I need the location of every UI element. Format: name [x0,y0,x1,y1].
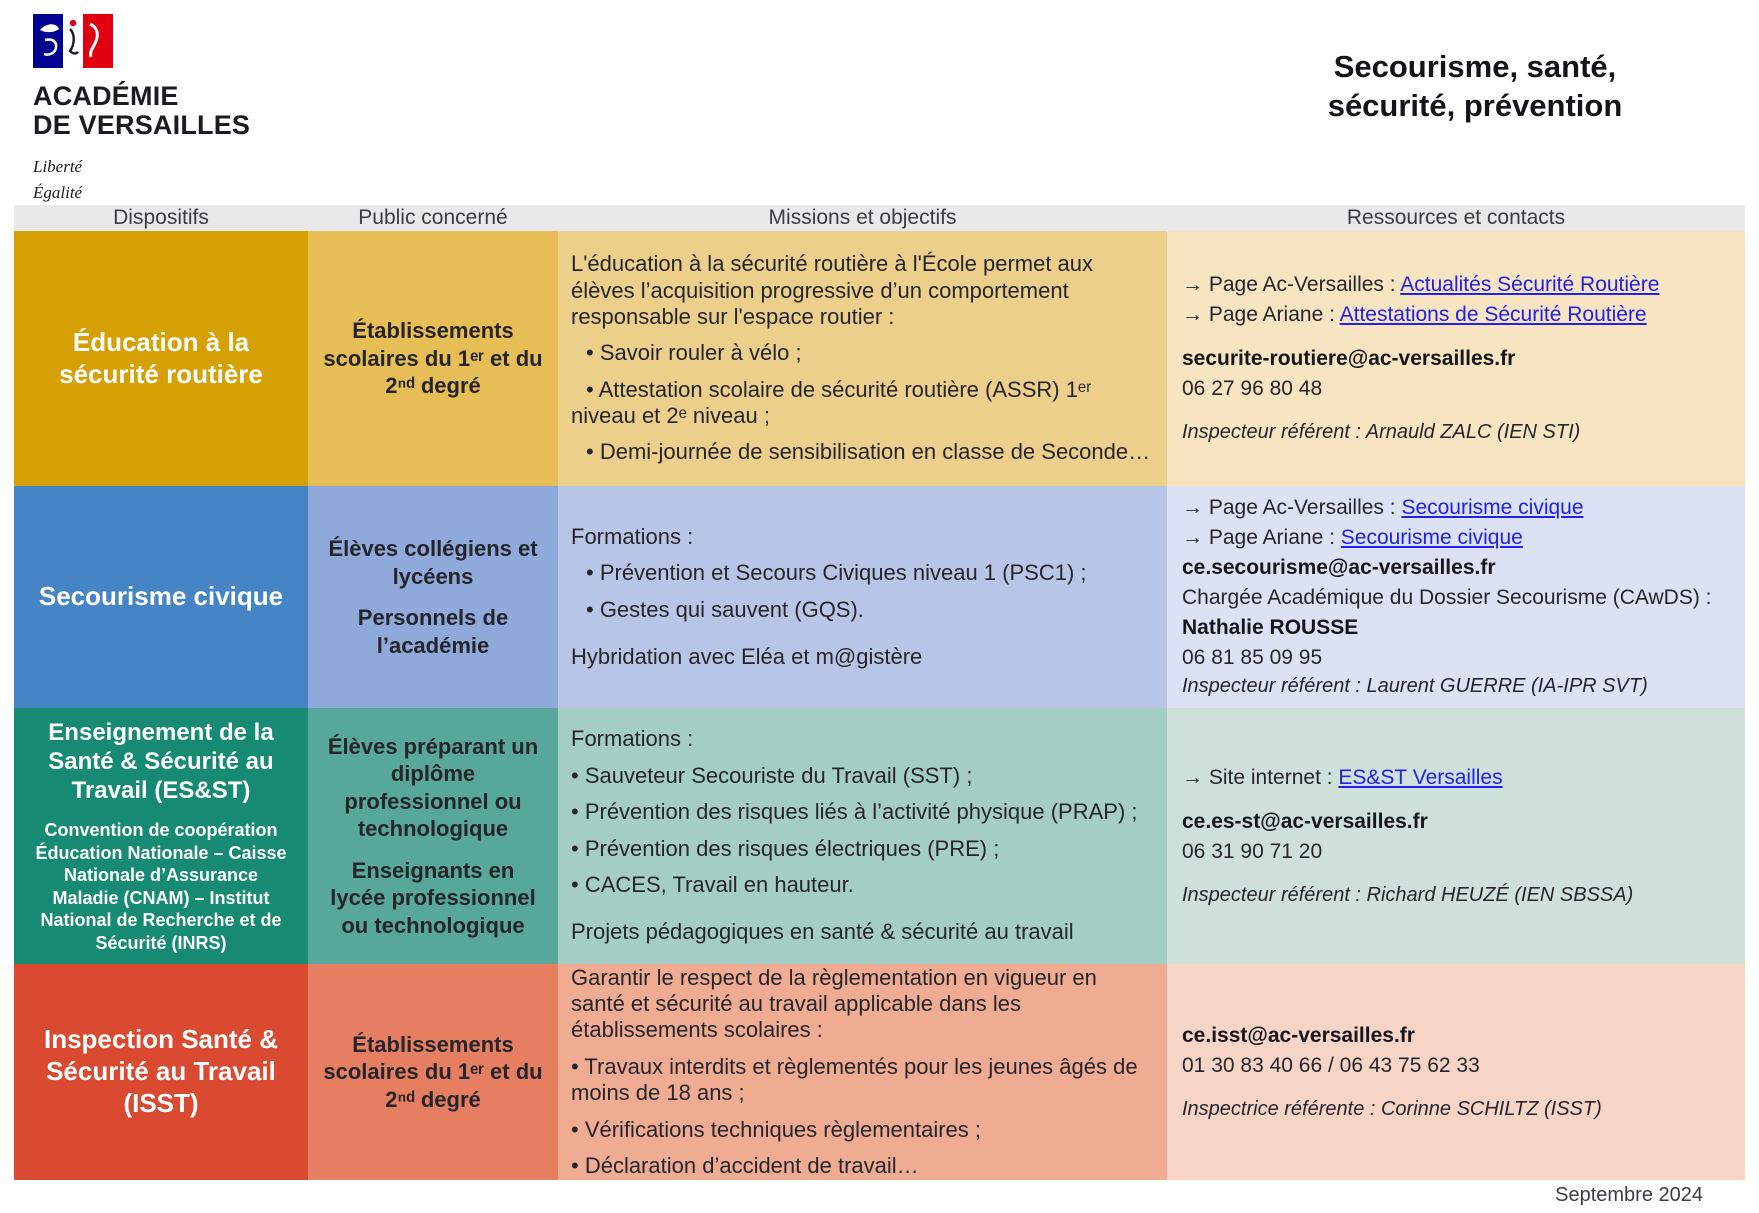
french-flag-marianne-icon [33,14,113,68]
public-item: Établissements scolaires du 1ᵉʳ et du 2ⁿᵈ degré [323,318,543,399]
missions-cell [558,708,1167,964]
dispositif-subtitle: Convention de coopération Éducation Nationale – Caisse Nationale d’Assurance Maladie (CNAM) – Institut National de Recherche et de Sécurité (INRS) [35,820,287,953]
page-title [1255,48,1695,126]
mission-item: • Prévention des risques liés à l’activité physique (PRAP) ; [571,799,1138,825]
inspector-note: Inspectrice référente : Corinne SCHILTZ (ISST) [1182,1097,1602,1120]
contact-email: ce.es-st@ac-versailles.fr [1182,809,1428,833]
public-item: Élèves préparant un diplôme professionnel ou technologique [327,733,539,842]
motto-egalite: Égalité [33,182,83,202]
mission-item: • Gestes qui sauvent (GQS). [586,596,864,622]
contact-phone: 06 31 90 71 20 [1182,839,1323,863]
resource-link-line [1182,271,1735,299]
page-title-line1: Secourisme, santé, [1333,49,1617,84]
dispositifs-table [14,205,1745,1180]
public-cell [308,708,558,964]
flag-blue-band [33,14,63,68]
contact-name: Nathalie ROUSSE [1182,615,1359,639]
mission-intro: Formations : [571,726,694,752]
contact-email: securite-routiere@ac-versailles.fr [1182,347,1516,371]
dispositif-title: Inspection Santé & Sécurité au Travail (ISST) [43,1024,279,1118]
mission-item: • Travaux interdits et règlementés pour les jeunes âgés de moins de 18 ans ; [571,1053,1138,1106]
contacts-cell [1167,708,1745,964]
resource-link-line [1182,764,1735,792]
public-item: Enseignants en lycée professionnel ou technologique [330,857,536,938]
page-title-line2: sécurité, prévention [1327,87,1623,123]
missions-cell [558,231,1167,486]
public-item: Élèves collégiens et lycéens [328,536,538,589]
mission-item: • Demi-journée de sensibilisation en classe de Seconde… [586,439,1151,465]
contact-role: Chargée Académique du Dossier Secourisme (CAwDS) : [1182,585,1712,609]
mission-intro: Garantir le respect de la règlementation en vigueur en santé et sécurité au travail applicable dans les établissements scolaires : [571,964,1097,1043]
dispositif-cell-securite-routiere [14,231,308,486]
contact-phone: 01 30 83 40 66 / 06 43 75 62 33 [1182,1053,1480,1077]
contacts-cell [1167,486,1745,708]
mission-note: Projets pédagogiques en santé & sécurité au travail [571,919,1074,945]
mission-intro: Formations : [571,523,694,549]
footer-date: Septembre 2024 [1555,1184,1703,1206]
link-secourisme-civique-ac-versailles[interactable]: Secourisme civique [1401,495,1584,519]
missions-cell [558,964,1167,1180]
contact-email: ce.isst@ac-versailles.fr [1182,1023,1415,1047]
resource-link-line [1182,301,1735,329]
mission-item: • Prévention des risques électriques (PRE) ; [571,835,1000,861]
inspector-note: Inspecteur référent : Laurent GUERRE (IA-IPR SVT) [1182,675,1648,698]
column-header-public-concerne: Public concerné [308,205,558,231]
mission-intro: L'éducation à la sécurité routière à l'École permet aux élèves l’acquisition progressive d’un comportement responsable sur l'espace routier : [571,251,1094,329]
academy-name-line1: ACADÉMIE [33,81,179,111]
resource-link-line [1182,494,1735,522]
dispositif-title: Éducation à la sécurité routière [59,326,263,389]
inspector-note: Inspecteur référent : Richard HEUZÉ (IEN SBSSA) [1182,883,1634,906]
contacts-cell [1167,231,1745,486]
flag-red-band [83,14,113,68]
mission-note: Hybridation avec Eléa et m@gistère [571,643,923,669]
academy-logo [33,14,250,231]
column-header-ressources-contacts: Ressources et contacts [1167,205,1745,231]
public-cell [308,964,558,1180]
link-attestations-securite-routiere[interactable]: Attestations de Sécurité Routière [1339,303,1647,327]
phrygian-cap-dot [70,20,76,26]
link-prefix: → Page Ac-Versailles : [1182,273,1401,297]
dispositif-cell-isst [14,964,308,1180]
link-esst-versailles[interactable]: ES&ST Versailles [1338,765,1503,789]
link-prefix: → Site internet : [1182,765,1339,789]
link-prefix: → Page Ariane : [1182,303,1340,327]
dispositif-cell-esst [14,708,308,964]
academy-name-line2: DE VERSAILLES [33,110,251,141]
mission-item: • Prévention et Secours Civiques niveau 1 (PSC1) ; [586,560,1087,586]
public-cell [308,486,558,708]
link-prefix: → Page Ac-Versailles : [1182,495,1402,519]
contact-phone: 06 27 96 80 48 [1182,377,1323,401]
mission-item: • Vérifications techniques règlementaires ; [571,1116,982,1142]
motto-liberte: Liberté [33,157,83,177]
contact-email: ce.secourisme@ac-versailles.fr [1182,555,1496,579]
public-item: Établissements scolaires du 1ᵉʳ et du 2ⁿᵈ degré [323,1031,543,1112]
contacts-cell [1167,964,1745,1180]
missions-cell [558,486,1167,708]
dispositif-title: Enseignement de la Santé & Sécurité au Travail (ES&ST) [48,718,274,805]
link-secourisme-civique-ariane[interactable]: Secourisme civique [1340,525,1523,549]
column-header-missions-objectifs: Missions et objectifs [558,205,1167,231]
mission-item: • CACES, Travail en hauteur. [571,871,854,897]
public-item: Personnels de l’académie [357,605,509,658]
inspector-note: Inspecteur référent : Arnauld ZALC (IEN STI) [1182,421,1581,444]
link-actualites-securite-routiere[interactable]: Actualités Sécurité Routière [1400,273,1660,297]
academy-name [33,82,250,140]
contact-phone: 06 81 85 09 95 [1182,645,1323,669]
mission-item: • Sauveteur Secouriste du Travail (SST) ; [571,762,973,788]
mission-item: • Attestation scolaire de sécurité routière (ASSR) 1ᵉʳ niveau et 2ᵉ niveau ; [571,376,1092,429]
resource-link-line [1182,524,1735,552]
mission-item: • Déclaration d’accident de travail… [571,1152,919,1178]
public-cell [308,231,558,486]
link-prefix: → Page Ariane : [1182,525,1341,549]
marianne-profile [70,29,78,53]
column-header-dispositifs: Dispositifs [14,205,308,231]
dispositif-cell-secourisme-civique [14,486,308,708]
mission-item: • Savoir rouler à vélo ; [586,340,802,366]
dispositif-title: Secourisme civique [38,581,284,612]
